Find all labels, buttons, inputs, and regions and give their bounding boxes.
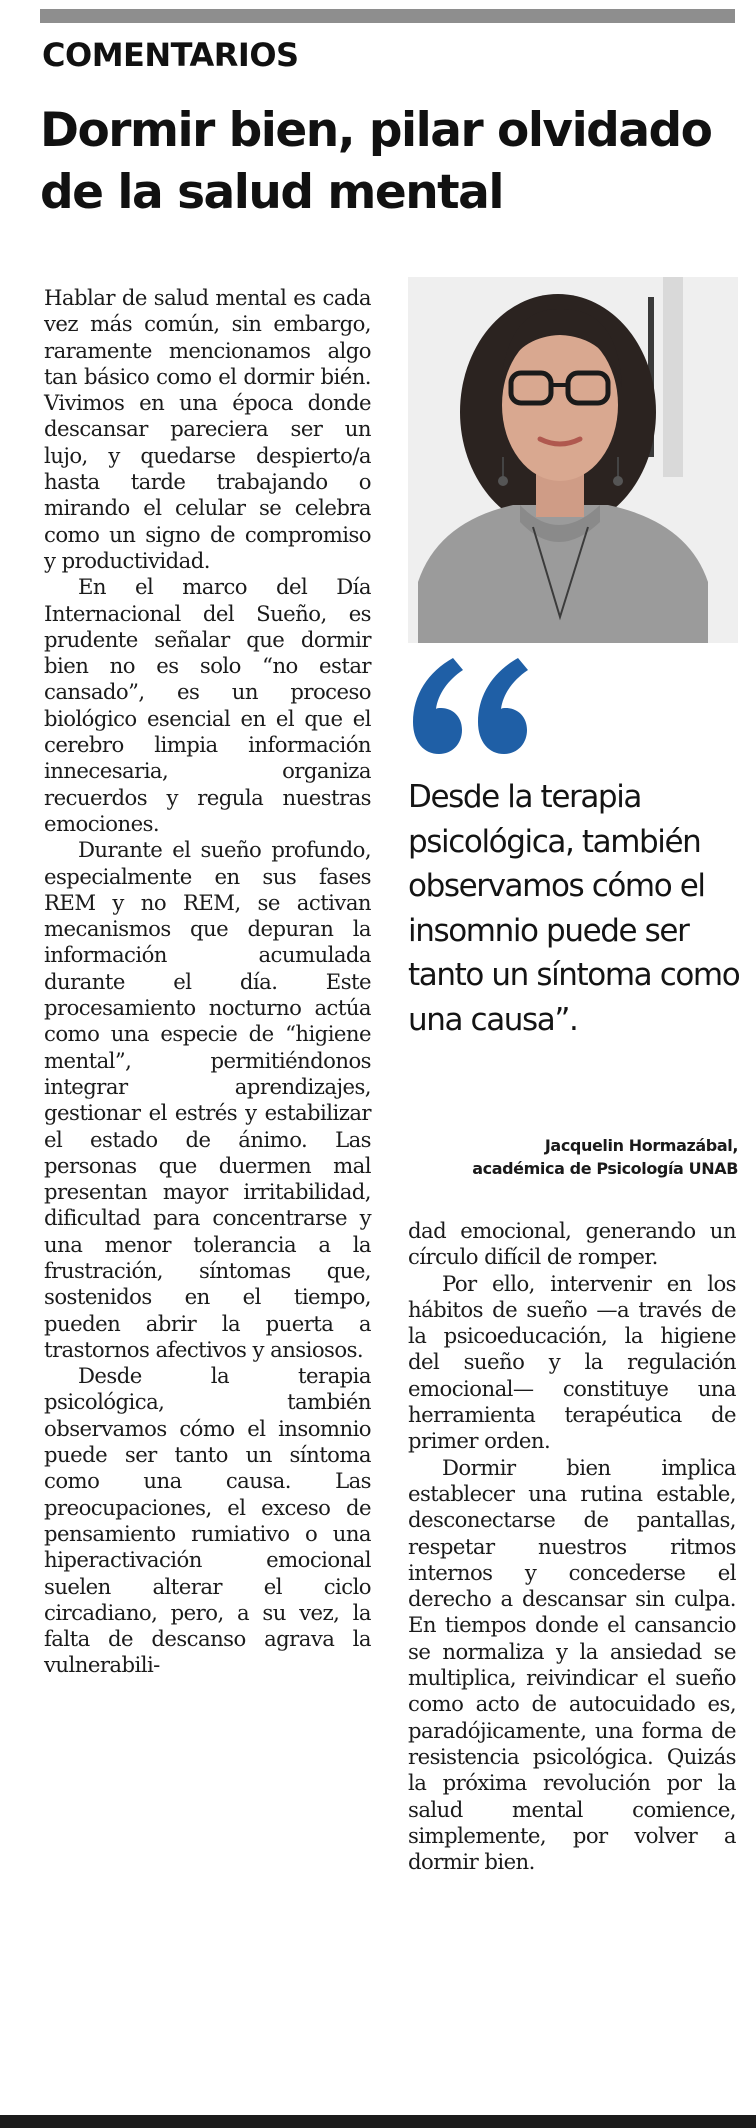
body-column-left — [44, 285, 371, 1679]
quote-attribution — [408, 1134, 738, 1180]
author-portrait-photo — [408, 277, 738, 643]
body-paragraph: Por ello, intervenir en los hábitos de sueño —a través de la psicoeducación, la higiene del sueño y la regulación emocional— constituye una herramienta terapéutica de primer orden. — [408, 1270, 736, 1454]
body-paragraph: En el marco del Día Internacional del Sueño, es prudente señalar que dormir bien no es solo “no estar cansado”, es un proceso biológico esencial en el que el cerebro limpia información innecesaria, organiza recuerdos y regula nuestras emociones. — [44, 574, 371, 836]
body-paragraph: dad emocional, generando un círculo difícil de romper. — [408, 1218, 736, 1270]
attribution-name: Jacquelin Hormazábal, — [544, 1136, 738, 1155]
bottom-rule — [0, 2115, 756, 2128]
portrait-illustration — [408, 277, 738, 643]
attribution-role: académica de Psicología UNAB — [472, 1159, 738, 1178]
article-headline: Dormir bien, pilar olvidado de la salud mental — [40, 103, 712, 220]
pull-quote: Desde la terapia psicológica, también observamos cómo el insomnio puede ser tanto un síntoma como una causa”. — [408, 779, 740, 1038]
top-rule — [40, 9, 735, 23]
section-label: COMENTARIOS — [42, 36, 299, 74]
quote-open-icon — [408, 650, 538, 760]
body-paragraph: Durante el sueño profundo, especialmente en sus fases REM y no REM, se activan mecanismos que depuran la información acumulada durante el día. Este procesamiento nocturno actúa como una especie de “higiene mental”, permitiéndonos integrar aprendizajes, gestionar el estrés y estabilizar el estado de ánimo. Las personas que duermen mal presentan mayor irritabilidad, dificultad para concentrarse y una menor tolerancia a la frustración, síntomas que, sostenidos en el tiempo, pueden abrir la puerta a trastornos afectivos y ansiosos. — [44, 837, 371, 1362]
body-paragraph: Hablar de salud mental es cada vez más común, sin embargo, raramente mencionamos algo tan básico como el dormir bién. Vivimos en una época donde descansar pareciera ser un lujo, y quedarse despierto/a hasta tarde trabajando o mirando el celular se celebra como un signo de compromiso y productividad. — [44, 285, 371, 573]
body-column-right — [408, 1218, 736, 1875]
body-paragraph: Dormir bien implica establecer una rutina estable, desconectarse de pantallas, respetar nuestros ritmos internos y concederse el derecho a descansar sin culpa. En tiempos donde el cansancio se normaliza y la ansiedad se multiplica, reivindicar el sueño como acto de autocuidado es, paradójicamente, una forma de resistencia psicológica. Quizás la próxima revolución por la salud mental comience, simplemente, por volver a dormir bien. — [408, 1454, 736, 1875]
body-paragraph: Desde la terapia psicológica, también observamos cómo el insomnio puede ser tanto un síntoma como una causa. Las preocupaciones, el exceso de pensamiento rumiativo o una hiperactivación emocional suelen alterar el ciclo circadiano, pero, a su vez, la falta de descanso agrava la vulnerabili- — [44, 1363, 371, 1678]
